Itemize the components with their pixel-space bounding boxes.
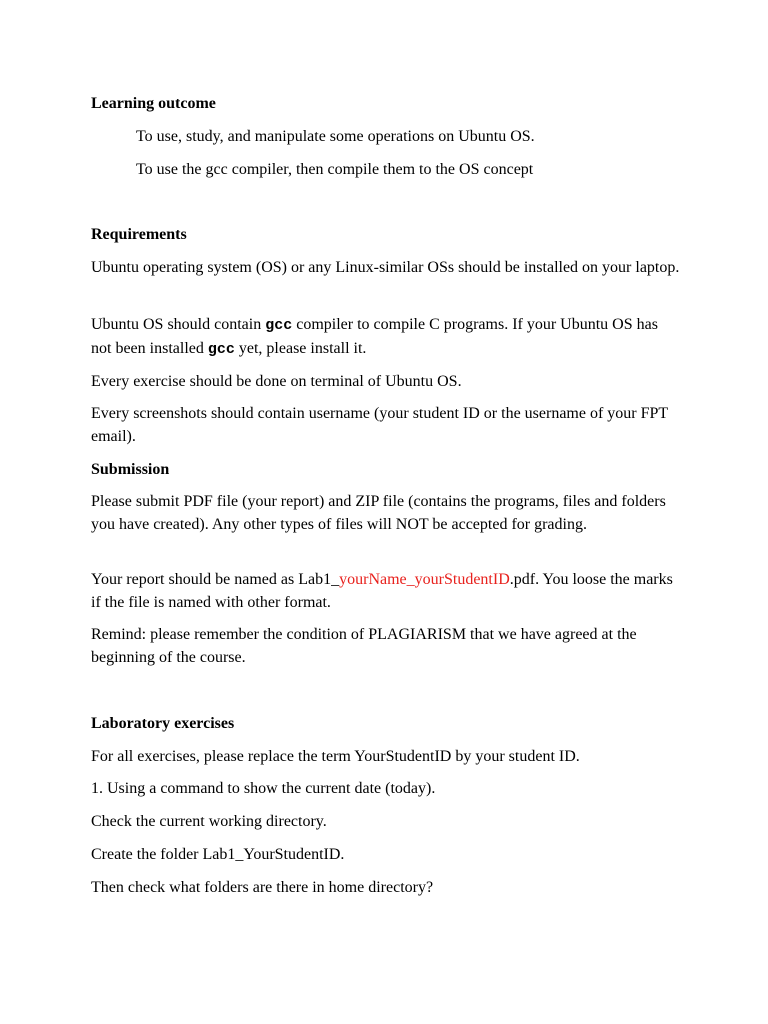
filename-highlight: yourName_yourStudentID (339, 571, 510, 588)
heading-laboratory-exercises: Laboratory exercises (91, 715, 235, 732)
requirements-p2-text-a: Ubuntu OS should contain (91, 316, 266, 333)
lab-step-4: Then check what folders are there in home directory? (91, 879, 434, 896)
requirements-paragraph-4: Every screenshots should contain username (your student ID or the username of your FPT email). (91, 405, 668, 445)
submission-paragraph-1: Please submit PDF file (your report) and ZIP file (contains the programs, files and folders you have created). Any other types of files will NOT be accepted for grading. (91, 493, 666, 533)
lab-step-3: Create the folder Lab1_YourStudentID. (91, 846, 345, 863)
lab-intro: For all exercises, please replace the term YourStudentID by your student ID. (91, 748, 580, 765)
lab-step-1: 1. Using a command to show the current date (today). (91, 780, 436, 797)
requirements-paragraph-3: Every exercise should be done on terminal of Ubuntu OS. (91, 373, 462, 390)
submission-p2-text-b: .pdf. You loose the marks if the file is named with other format. (91, 571, 673, 611)
heading-requirements: Requirements (91, 226, 187, 243)
submission-paragraph-3: Remind: please remember the condition of PLAGIARISM that we have agreed at the beginning of the course. (91, 626, 637, 666)
lab-step-2: Check the current working directory. (91, 813, 327, 830)
heading-learning-outcome: Learning outcome (91, 95, 216, 112)
requirements-p2-text-b: compiler to compile C programs. If your Ubuntu OS has not been installed (91, 316, 658, 357)
submission-p2-text-a: Your report should be named as Lab1_ (91, 571, 340, 588)
gcc-code-2: gcc (207, 341, 235, 358)
requirements-p2-text-c: yet, please install it. (234, 340, 367, 357)
submission-paragraph-2 (91, 568, 681, 614)
heading-submission: Submission (91, 461, 170, 478)
requirements-paragraph-2 (91, 313, 681, 361)
requirements-paragraph-1: Ubuntu operating system (OS) or any Linux-similar OSs should be installed on your laptop. (91, 259, 680, 276)
learning-outcome-item-2: To use the gcc compiler, then compile them to the OS concept (136, 161, 534, 178)
learning-outcome-item-1: To use, study, and manipulate some operations on Ubuntu OS. (136, 128, 535, 145)
gcc-code-1: gcc (265, 317, 293, 334)
